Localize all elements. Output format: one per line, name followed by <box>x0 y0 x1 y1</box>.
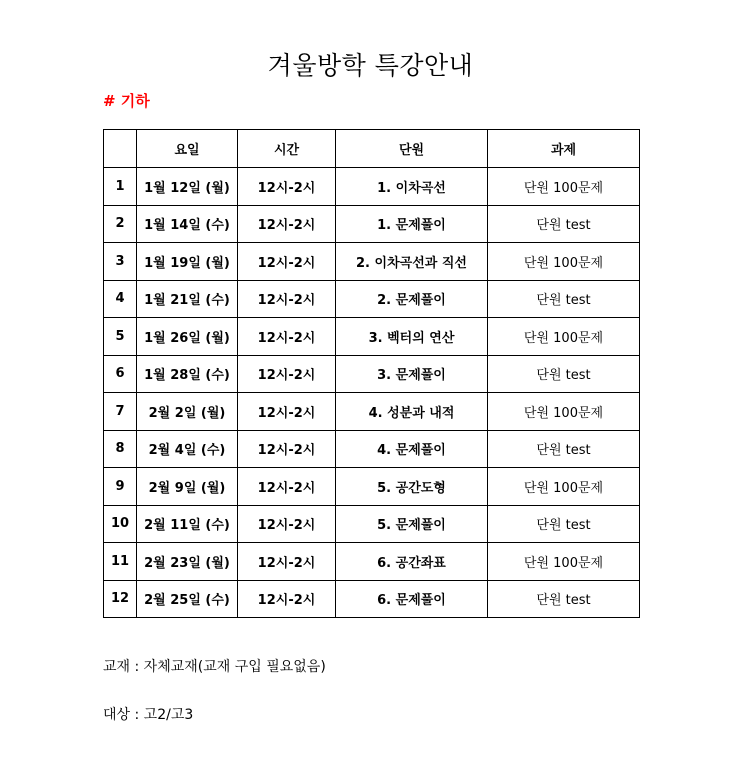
date-cell: 1월 28일 (수) <box>137 355 238 393</box>
header-unit: 단원 <box>336 130 488 168</box>
time-cell: 12시-2시 <box>238 393 336 431</box>
task-cell: 단원 100문제 <box>488 393 640 431</box>
time-cell: 12시-2시 <box>238 505 336 543</box>
unit-cell: 6. 공간좌표 <box>336 543 488 581</box>
time-cell: 12시-2시 <box>238 168 336 206</box>
date-cell: 1월 21일 (수) <box>137 280 238 318</box>
unit-cell: 1. 문제풀이 <box>336 205 488 243</box>
task-cell: 단원 test <box>488 280 640 318</box>
row-number-cell: 9 <box>104 468 137 506</box>
table-row <box>104 580 640 618</box>
date-cell: 1월 12일 (월) <box>137 168 238 206</box>
date-cell: 2월 25일 (수) <box>137 580 238 618</box>
table-row <box>104 505 640 543</box>
task-cell: 단원 test <box>488 580 640 618</box>
row-number-cell: 4 <box>104 280 137 318</box>
time-cell: 12시-2시 <box>238 430 336 468</box>
task-cell: 단원 100문제 <box>488 168 640 206</box>
row-number-cell: 8 <box>104 430 137 468</box>
task-cell: 단원 test <box>488 505 640 543</box>
unit-cell: 5. 문제풀이 <box>336 505 488 543</box>
unit-cell: 5. 공간도형 <box>336 468 488 506</box>
table-row <box>104 355 640 393</box>
row-number-cell: 2 <box>104 205 137 243</box>
header-task: 과제 <box>488 130 640 168</box>
time-cell: 12시-2시 <box>238 543 336 581</box>
row-number-cell: 3 <box>104 243 137 281</box>
schedule-table <box>103 129 640 618</box>
table-row <box>104 168 640 206</box>
date-cell: 1월 26일 (월) <box>137 318 238 356</box>
table-row <box>104 318 640 356</box>
target-note: 대상 : 고2/고3 <box>103 707 194 723</box>
date-cell: 1월 14일 (수) <box>137 205 238 243</box>
task-cell: 단원 test <box>488 355 640 393</box>
material-note: 교재 : 자체교재(교재 구입 필요없음) <box>103 659 326 675</box>
unit-cell: 2. 이차곡선과 직선 <box>336 243 488 281</box>
unit-cell: 1. 이차곡선 <box>336 168 488 206</box>
table-header-row <box>104 130 640 168</box>
date-cell: 2월 4일 (수) <box>137 430 238 468</box>
unit-cell: 3. 문제풀이 <box>336 355 488 393</box>
time-cell: 12시-2시 <box>238 205 336 243</box>
document-title: 겨울방학 특강안내 <box>267 51 474 80</box>
row-number-cell: 5 <box>104 318 137 356</box>
time-cell: 12시-2시 <box>238 318 336 356</box>
unit-cell: 6. 문제풀이 <box>336 580 488 618</box>
table-row <box>104 205 640 243</box>
unit-cell: 3. 벡터의 연산 <box>336 318 488 356</box>
row-number-cell: 6 <box>104 355 137 393</box>
date-cell: 1월 19일 (월) <box>137 243 238 281</box>
header-time: 시간 <box>238 130 336 168</box>
task-cell: 단원 test <box>488 205 640 243</box>
time-cell: 12시-2시 <box>238 468 336 506</box>
table-row <box>104 393 640 431</box>
unit-cell: 4. 성분과 내적 <box>336 393 488 431</box>
header-number <box>104 130 137 168</box>
time-cell: 12시-2시 <box>238 580 336 618</box>
task-cell: 단원 test <box>488 430 640 468</box>
section-label: # 기하 <box>103 92 150 110</box>
table-row <box>104 543 640 581</box>
task-cell: 단원 100문제 <box>488 318 640 356</box>
time-cell: 12시-2시 <box>238 243 336 281</box>
task-cell: 단원 100문제 <box>488 543 640 581</box>
row-number-cell: 1 <box>104 168 137 206</box>
row-number-cell: 7 <box>104 393 137 431</box>
time-cell: 12시-2시 <box>238 280 336 318</box>
date-cell: 2월 2일 (월) <box>137 393 238 431</box>
row-number-cell: 11 <box>104 543 137 581</box>
unit-cell: 2. 문제풀이 <box>336 280 488 318</box>
table-row <box>104 468 640 506</box>
row-number-cell: 12 <box>104 580 137 618</box>
table-row <box>104 430 640 468</box>
date-cell: 2월 9일 (월) <box>137 468 238 506</box>
unit-cell: 4. 문제풀이 <box>336 430 488 468</box>
header-day: 요일 <box>137 130 238 168</box>
date-cell: 2월 11일 (수) <box>137 505 238 543</box>
table-row <box>104 280 640 318</box>
date-cell: 2월 23일 (월) <box>137 543 238 581</box>
row-number-cell: 10 <box>104 505 137 543</box>
task-cell: 단원 100문제 <box>488 243 640 281</box>
table-row <box>104 243 640 281</box>
task-cell: 단원 100문제 <box>488 468 640 506</box>
time-cell: 12시-2시 <box>238 355 336 393</box>
schedule-body <box>104 168 640 618</box>
